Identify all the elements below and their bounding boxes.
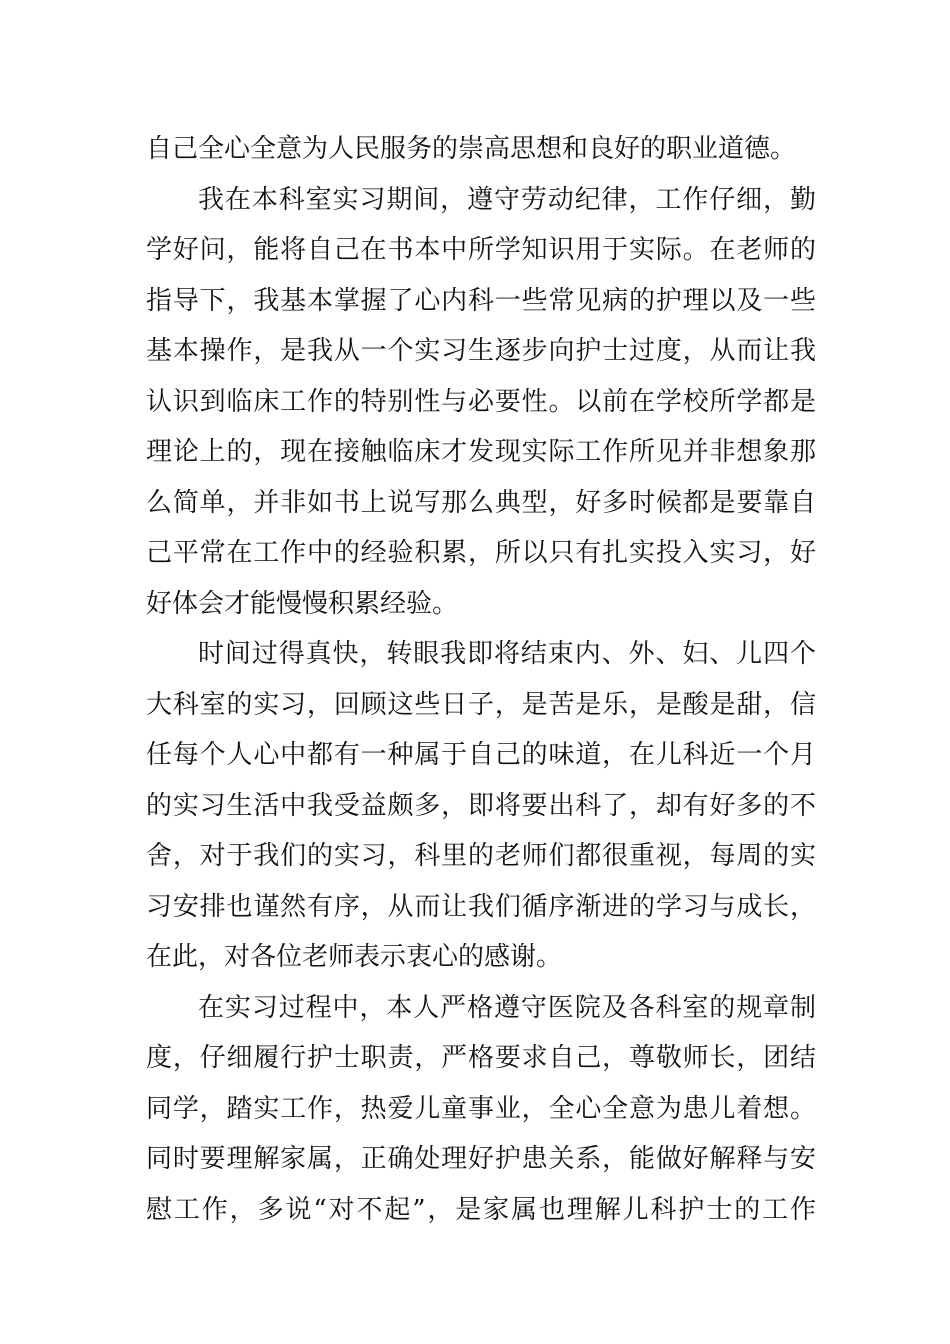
- text-line: 自己全心全意为人民服务的崇高思想和良好的职业道德。: [146, 134, 797, 164]
- text-line: 同学，踏实工作，热爱儿童事业，全心全意为患儿着想。: [146, 1093, 816, 1124]
- text-line: 认识到临床工作的特别性与必要性。以前在学校所学都是: [146, 386, 816, 417]
- text-line: 指导下，我基本掌握了心内科一些常见病的护理以及一些: [146, 285, 816, 316]
- text-line: 己平常在工作中的经验积累，所以只有扎实投入实习，好: [146, 538, 816, 568]
- paragraph-2: [146, 175, 816, 630]
- text-line: 基本操作，是我从一个实习生逐步向护士过度，从而让我: [146, 336, 816, 366]
- text-line: 在实习过程中，本人严格遵守医院及各科室的规章制: [198, 992, 816, 1023]
- text-line: 任每个人心中都有一种属于自己的味道，在儿科近一个月: [146, 740, 816, 770]
- text-line: 慰工作，多说“对不起”，是家属也理解儿科护士的工作: [146, 1194, 816, 1225]
- text-line: 时间过得真快，转眼我即将结束内、外、妇、儿四个: [198, 639, 816, 669]
- paragraph-4: [146, 983, 816, 1236]
- text-line: 学好问，能将自己在书本中所学知识用于实际。在老师的: [146, 235, 816, 265]
- text-line: 我在本科室实习期间，遵守劳动纪律，工作仔细，勤: [198, 184, 816, 215]
- text-line: 好体会才能慢慢积累经验。: [146, 588, 459, 619]
- text-line: 舍，对于我们的实习，科里的老师们都很重视，每周的实: [146, 841, 816, 871]
- text-line: 理论上的，现在接触临床才发现实际工作所见并非想象那: [146, 437, 816, 467]
- text-line: 的实习生活中我受益颇多，即将要出科了，却有好多的不: [146, 790, 816, 821]
- paragraph-3: [146, 629, 816, 983]
- text-line: 大科室的实习，回顾这些日子，是苦是乐，是酸是甜，信: [146, 689, 816, 720]
- document-body: [146, 124, 816, 1235]
- text-line: 么简单，并非如书上说写那么典型，好多时候都是要靠自: [146, 487, 816, 518]
- text-line: 度，仔细履行护士职责，严格要求自己，尊敬师长，团结: [146, 1043, 816, 1073]
- text-line: 同时要理解家属，正确处理好护患关系，能做好解释与安: [146, 1144, 816, 1174]
- text-line: 在此，对各位老师表示衷心的感谢。: [146, 942, 563, 972]
- text-line: 习安排也谨然有序，从而让我们循序渐进的学习与成长，: [146, 891, 816, 922]
- paragraph-1: [146, 124, 816, 175]
